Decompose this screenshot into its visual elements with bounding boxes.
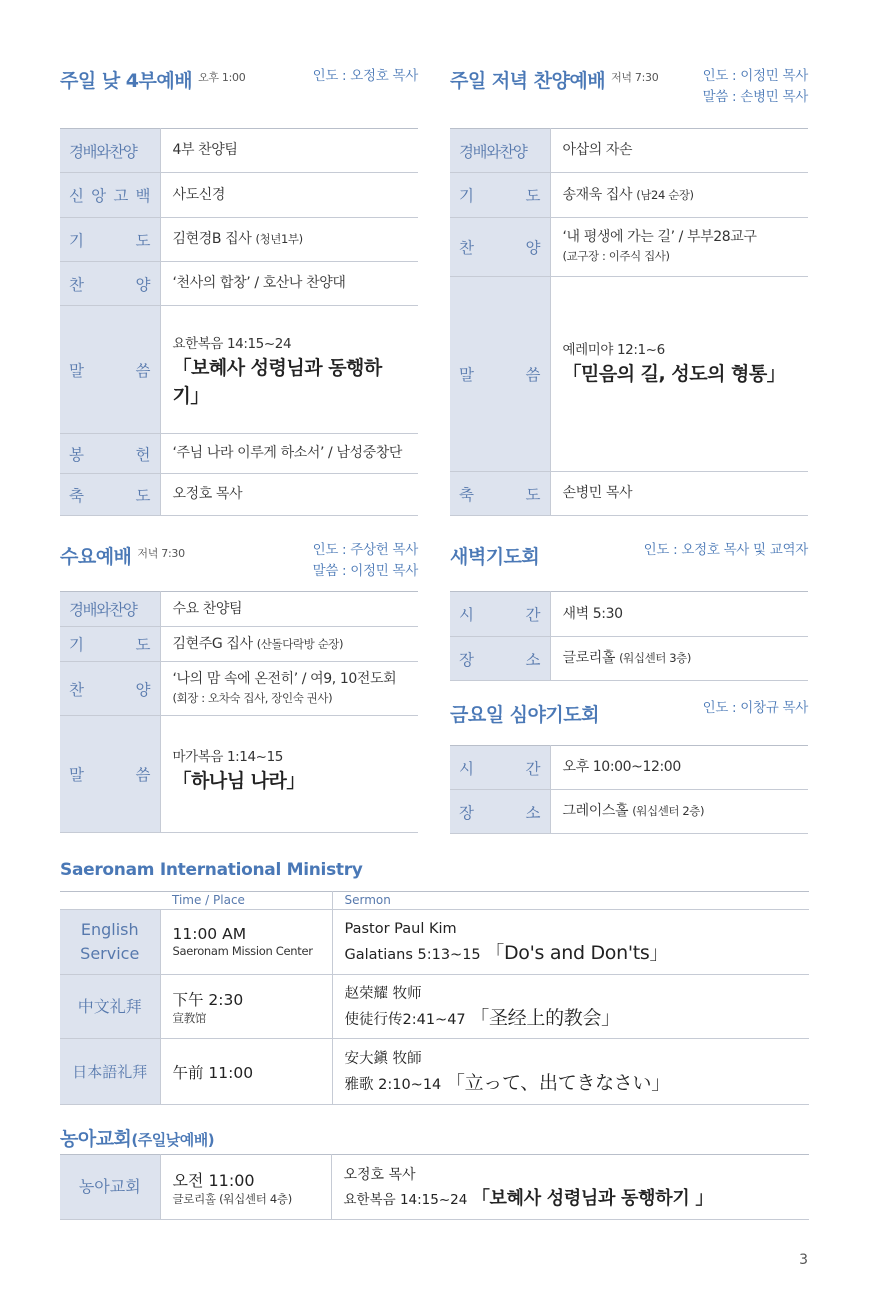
page-number: 3 xyxy=(799,1252,808,1268)
english-ref: Galatians 5:13~15 xyxy=(344,947,481,963)
table-row xyxy=(60,716,418,833)
deaf-table xyxy=(60,1154,809,1220)
table-row xyxy=(60,218,418,262)
sermon-value xyxy=(550,277,808,472)
hymn-value: ‘천사의 합창’ / 호산나 찬양대 xyxy=(160,262,418,306)
table-row xyxy=(60,975,809,1039)
offering-label: 봉 헌 xyxy=(69,445,151,464)
sermon-title: 「보혜사 성령님과 동행하기」 xyxy=(172,357,382,407)
japanese-time: 午前 11:00 xyxy=(172,1063,254,1082)
intl-table xyxy=(60,891,809,1105)
chinese-place: 宣教馆 xyxy=(172,1010,207,1025)
english-time: 11:00 AM xyxy=(172,925,247,943)
place-label: 장 소 xyxy=(459,650,541,669)
deaf-time: 오전 11:00 xyxy=(172,1170,255,1190)
table-row xyxy=(450,472,808,516)
praise-label: 경배와찬양 xyxy=(69,601,137,619)
prayer-value: 김현주G 집사 (산돌다락방 순장) xyxy=(160,627,418,662)
table-row xyxy=(60,910,809,975)
sermon-ref: 마가복음 1:14~15 xyxy=(172,748,283,765)
wednesday-preacher: 말씀 : 이정민 목사 xyxy=(312,563,418,579)
sermon-label: 말 씀 xyxy=(69,361,151,380)
sermon-value xyxy=(160,306,418,434)
time-label: 시 간 xyxy=(459,606,541,624)
sunday-evening-leaders xyxy=(703,66,808,108)
table-row xyxy=(450,746,808,790)
friday-table xyxy=(450,745,808,834)
table-row xyxy=(60,434,418,474)
table-row xyxy=(60,129,418,173)
praise-value: 수요 찬양팀 xyxy=(160,592,418,627)
wednesday-title-block xyxy=(60,542,185,569)
sunday-evening-table xyxy=(450,128,808,516)
sunday-4th-leader: 인도 : 오정호 목사 xyxy=(312,68,418,84)
chinese-time: 下午 2:30 xyxy=(172,990,244,1009)
sermon-title: 「믿음의 길, 성도의 형통」 xyxy=(562,362,786,385)
table-row xyxy=(60,173,418,218)
sunday-evening-time: 저녁 7:30 xyxy=(611,71,659,84)
intl-title: Saeronam International Ministry xyxy=(60,860,363,880)
sermon-ref: 예레미야 12:1~6 xyxy=(562,341,665,358)
table-row xyxy=(60,1039,809,1105)
prayer-label: 기 도 xyxy=(459,187,541,205)
japanese-service-label: 日本語礼拜 xyxy=(60,1039,160,1105)
friday-leader: 인도 : 이창규 목사 xyxy=(702,700,808,716)
english-place: Saeronam Mission Center xyxy=(172,944,313,958)
creed-label: 신 앙 고 백 xyxy=(69,187,151,205)
dawn-leader: 인도 : 오정호 목사 및 교역자 xyxy=(643,542,808,558)
offering-value: ‘주님 나라 이루게 하소서’ / 남성중창단 xyxy=(160,434,418,474)
praise-value: 아삽의 자손 xyxy=(550,129,808,173)
table-header-row xyxy=(60,892,809,910)
table-row xyxy=(450,637,808,681)
praise-value: 4부 찬양팀 xyxy=(160,129,418,173)
sermon-ref: 요한복음 14:15~24 xyxy=(172,336,292,352)
hymn-label: 찬 양 xyxy=(459,239,541,257)
table-row xyxy=(60,1155,809,1220)
deaf-label: 농아교회 xyxy=(60,1155,160,1220)
blessing-value: 손병민 목사 xyxy=(550,472,808,516)
sunday-4th-title-block xyxy=(60,66,245,93)
prayer-value: 송재욱 집사 (남24 순장) xyxy=(550,173,808,218)
japanese-sermon-title: 「立って、出てきなさい」 xyxy=(445,1071,670,1094)
wednesday-time: 저녁 7:30 xyxy=(137,547,185,560)
chinese-ref: 使徒行传2:41~47 xyxy=(344,1011,466,1028)
sunday-evening-title: 주일 저녁 찬양예배 xyxy=(450,70,606,92)
chinese-sermon-title: 「圣经上的教会」 xyxy=(470,1006,620,1029)
dawn-table xyxy=(450,591,808,681)
sunday-4th-time: 오후 1:00 xyxy=(198,71,246,84)
english-sermon-title: 「Do's and Don'ts」 xyxy=(485,942,669,964)
table-row xyxy=(450,790,808,834)
wednesday-table xyxy=(60,591,418,833)
hymn-label: 찬 양 xyxy=(69,680,151,699)
table-row xyxy=(450,277,808,472)
table-row xyxy=(450,592,808,637)
deaf-place: 글로리홀 (워십센터 4층) xyxy=(172,1191,292,1206)
blessing-label: 축 도 xyxy=(69,486,151,505)
sermon-value xyxy=(160,716,418,833)
sermon-label: 말 씀 xyxy=(69,766,151,784)
place-value: 그레이스홀 (워십센터 2층) xyxy=(550,790,808,834)
table-row xyxy=(60,627,418,662)
col-time-place: Time / Place xyxy=(160,892,332,910)
table-row xyxy=(60,306,418,434)
prayer-label: 기 도 xyxy=(69,636,151,654)
praise-label: 경배와찬양 xyxy=(459,142,527,161)
wednesday-title: 수요예배 xyxy=(60,546,132,568)
deaf-preacher: 오정호 목사 xyxy=(343,1166,416,1183)
chinese-preacher: 赵荣耀 牧师 xyxy=(344,985,422,1002)
english-service-label: English Service xyxy=(60,910,160,975)
japanese-ref: 雅歌 2:10~14 xyxy=(344,1076,442,1093)
time-label: 시 간 xyxy=(459,759,541,778)
table-row xyxy=(450,173,808,218)
deaf-title-sub: (주일낮예배) xyxy=(131,1131,215,1149)
table-row xyxy=(60,662,418,716)
japanese-preacher: 安大鎭 牧師 xyxy=(344,1050,422,1067)
table-row xyxy=(450,218,808,277)
prayer-label: 기 도 xyxy=(69,231,151,250)
dawn-title: 새벽기도회 xyxy=(450,546,540,568)
sunday-evening-leader: 인도 : 이정민 목사 xyxy=(702,68,808,84)
deaf-sermon-title: 「보혜사 성령님과 동행하기 」 xyxy=(471,1187,714,1209)
place-value: 글로리홀 (워십센터 3층) xyxy=(550,637,808,681)
hymn-label: 찬 양 xyxy=(69,275,151,294)
table-row xyxy=(60,474,418,516)
place-label: 장 소 xyxy=(459,803,541,822)
sunday-4th-table xyxy=(60,128,418,516)
sermon-title: 「하나님 나라」 xyxy=(172,769,305,792)
table-row xyxy=(60,262,418,306)
sunday-evening-title-block xyxy=(450,66,658,93)
hymn-value: ‘내 평생에 가는 길’ / 부부28교구 (교구장 : 이주식 집사) xyxy=(550,218,808,277)
wednesday-leaders xyxy=(313,540,418,582)
blessing-value: 오정호 목사 xyxy=(160,474,418,516)
sermon-label: 말 씀 xyxy=(459,366,541,384)
time-value: 새벽 5:30 xyxy=(550,592,808,637)
english-preacher: Pastor Paul Kim xyxy=(344,921,457,937)
wednesday-leader: 인도 : 주상헌 목사 xyxy=(312,542,418,558)
sunday-4th-title: 주일 낮 4부예배 xyxy=(60,70,193,92)
chinese-service-label: 中文礼拜 xyxy=(60,975,160,1039)
sunday-evening-preacher: 말씀 : 손병민 목사 xyxy=(702,89,808,105)
table-row xyxy=(450,129,808,173)
deaf-title-block xyxy=(60,1124,214,1151)
table-row xyxy=(60,592,418,627)
prayer-value: 김현경B 집사 (청년1부) xyxy=(160,218,418,262)
deaf-ref: 요한복음 14:15~24 xyxy=(343,1191,468,1208)
praise-label: 경배와찬양 xyxy=(69,142,137,161)
hymn-value: ‘나의 맘 속에 온전히’ / 여9, 10전도회 (회장 : 오차숙 집사, 장인숙 권사) xyxy=(160,662,418,716)
deaf-title: 농아교회 xyxy=(60,1128,132,1150)
friday-title: 금요일 심야기도회 xyxy=(450,704,599,726)
time-value: 오후 10:00~12:00 xyxy=(550,746,808,790)
creed-value: 사도신경 xyxy=(160,173,418,218)
blessing-label: 축 도 xyxy=(459,485,541,504)
col-sermon: Sermon xyxy=(332,892,809,910)
